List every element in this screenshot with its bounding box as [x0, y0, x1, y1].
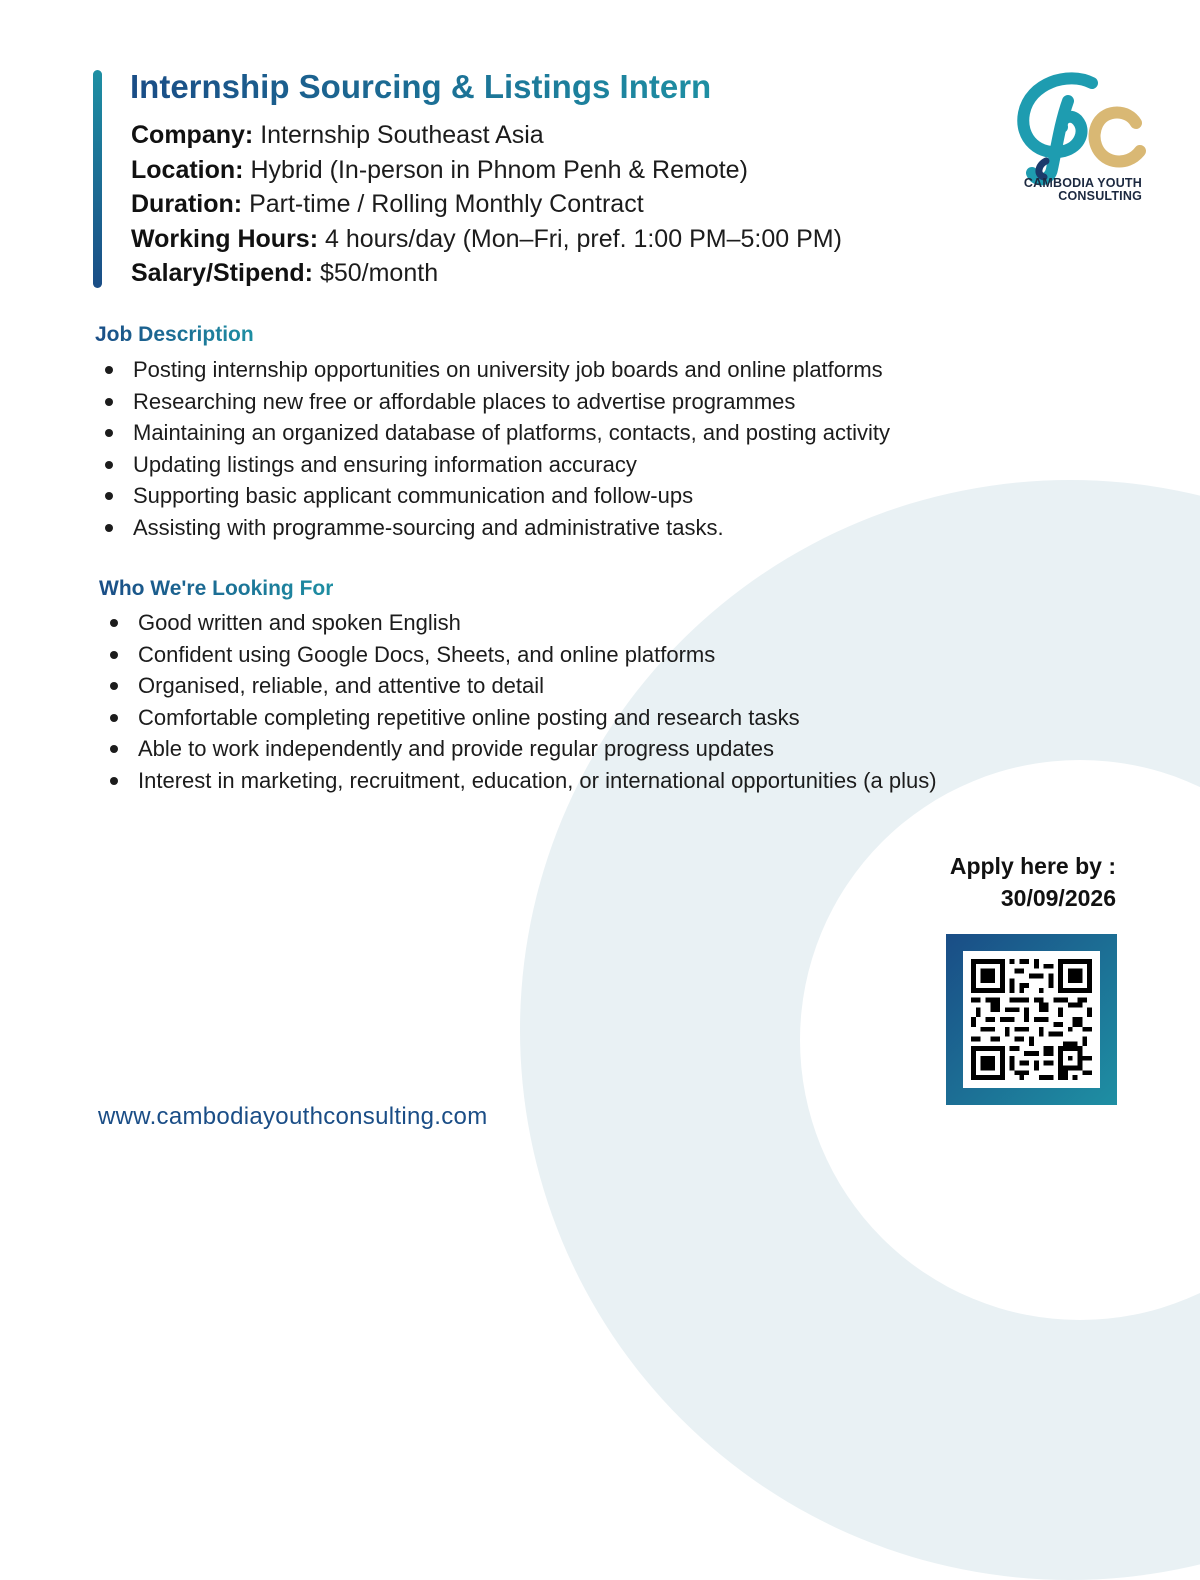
bullet-icon	[110, 714, 118, 722]
qr-code[interactable]	[963, 951, 1100, 1088]
detail-value: Internship Southeast Asia	[260, 121, 544, 149]
logo-g-mark	[1023, 78, 1092, 179]
bullet-icon	[105, 398, 113, 406]
bullet-icon	[110, 651, 118, 659]
list-item-text: Good written and spoken English	[138, 610, 461, 635]
job-description-heading: Job Description	[95, 323, 254, 346]
bullet-icon	[110, 745, 118, 753]
list-item-text: Organised, reliable, and attentive to detail	[138, 673, 545, 699]
website-link[interactable]: www.cambodiayouthconsulting.com	[98, 1103, 488, 1130]
detail-label: Working Hours:	[131, 224, 319, 253]
list-item	[105, 417, 890, 449]
list-item	[110, 607, 937, 639]
detail-location	[131, 153, 842, 188]
logo-line-2: CONSULTING	[1058, 189, 1142, 203]
looking-for-heading: Who We're Looking For	[99, 577, 334, 600]
list-item-text: Maintaining an organized database of platforms, contacts, and posting activity	[133, 420, 891, 446]
logo-c-mark	[1095, 113, 1140, 162]
bullet-icon	[105, 492, 113, 500]
bullet-icon	[110, 619, 118, 627]
list-item-text: Updating listings and ensuring information accuracy	[133, 451, 637, 477]
bullet-icon	[110, 682, 118, 690]
detail-company	[131, 118, 842, 153]
bullet-icon	[105, 524, 113, 532]
qr-code-icon	[971, 959, 1092, 1080]
apply-label: Apply here by :	[949, 853, 1116, 879]
detail-label: Location:	[131, 155, 244, 184]
job-description-list	[105, 354, 890, 544]
detail-value: $50/month	[319, 259, 439, 288]
list-item	[110, 765, 937, 797]
list-item	[110, 639, 937, 671]
list-item-text: Interest in marketing, recruitment, education, or international opportunities (a plus)	[138, 767, 937, 793]
detail-working-hours	[131, 222, 842, 257]
list-item-text: Researching new free or affordable places to advertise programmes	[133, 388, 796, 414]
detail-salary	[131, 256, 842, 291]
list-item	[110, 733, 937, 765]
apply-date: 30/09/2026	[1000, 885, 1116, 911]
list-item-text: Confident using Google Docs, Sheets, and online platforms	[138, 641, 716, 667]
list-item	[105, 512, 890, 544]
list-item	[110, 702, 937, 734]
detail-value: Part-time / Rolling Monthly Contract	[249, 190, 644, 219]
logo-wordmark	[1010, 177, 1142, 203]
job-details	[131, 118, 842, 291]
list-item	[110, 670, 937, 702]
logo-g-swirl	[1039, 161, 1046, 177]
list-item	[105, 354, 890, 386]
detail-label: Salary/Stipend:	[131, 259, 313, 288]
detail-label: Duration:	[131, 190, 243, 219]
list-item-text: Posting internship opportunities on university job boards and online platforms	[133, 357, 883, 382]
list-item-text: Able to work independently and provide regular progress updates	[138, 736, 774, 762]
apply-deadline	[950, 850, 1116, 914]
list-item	[105, 386, 890, 418]
list-item-text: Supporting basic applicant communication and follow-ups	[133, 483, 694, 509]
detail-duration	[131, 187, 842, 222]
bullet-icon	[105, 366, 113, 374]
list-item	[105, 480, 890, 512]
looking-for-list	[110, 607, 937, 797]
logo-line-1: CAMBODIA YOUTH	[1023, 176, 1142, 190]
detail-label: Company:	[131, 121, 254, 149]
bullet-icon	[105, 461, 113, 469]
detail-value: 4 hours/day (Mon–Fri, pref. 1:00 PM–5:00 PM)	[325, 224, 842, 253]
list-item-text: Assisting with programme-sourcing and administrative tasks.	[133, 514, 724, 540]
bullet-icon	[105, 429, 113, 437]
list-item	[105, 449, 890, 481]
qr-code-frame[interactable]	[946, 934, 1117, 1105]
list-item-text: Comfortable completing repetitive online posting and research tasks	[138, 704, 800, 730]
job-title: Internship Sourcing & Listings Intern	[130, 68, 712, 105]
title-accent-bar	[93, 70, 102, 288]
bullet-icon	[110, 777, 118, 785]
detail-value: Hybrid (In-person in Phnom Penh & Remote)	[250, 155, 748, 184]
